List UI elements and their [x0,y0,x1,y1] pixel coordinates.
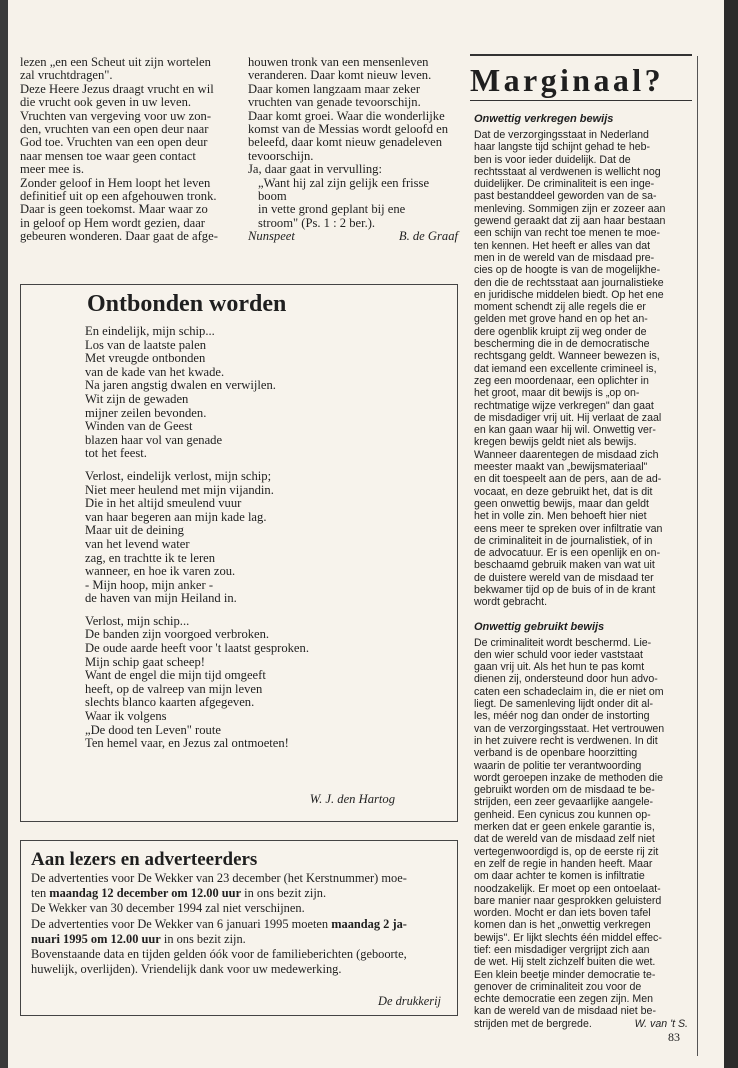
poem-line: van de kade van het kwade. [85,364,225,379]
text-line: wordt gebracht. [474,596,548,609]
text-line: bekwamer tijd op de buis of in de krant [474,583,656,596]
scan-edge-left [0,0,8,1068]
text-line: zeg een moordenaar, een oplichter in [474,374,649,387]
text-line: gaan vrij uit. Als het hun te pas komt [474,661,645,674]
marginaal-text-1 [474,129,692,609]
poem-line: Wit zijn de gewaden [85,391,189,406]
poem-box [20,284,458,822]
poem-line: Los van de laatste palen [85,337,206,352]
notice-line: Bovenstaande data en tijden gelden óók voor de familieberichten (geboorte, [31,947,407,962]
text-line: Vruchten van vergeving voor uw zon- [20,108,212,123]
quote-line: boom [258,189,287,204]
text-line: God toe. Vruchten van een open deur [20,135,208,150]
quote-line: stroom" (Ps. 1 : 2 ber.). [258,215,376,230]
text-line: in geloof op Hem wordt gezien, daar [20,215,205,230]
marginaal-title: Marginaal? [470,61,664,98]
notice-line: nuari 1995 om 12.00 uur in ons bezit zijn. [31,931,246,946]
text-line: liegt. De samenleving lijdt onder dit al- [474,698,654,711]
marginaal-author: W. van 't S. [634,1017,688,1030]
poem-line: blazen haar vol van genade [85,432,223,447]
notice-box [20,840,458,1016]
text-line: Deze Heere Jezus draagt vrucht en wil [20,81,214,96]
text-line: houwen tronk van een mensenleven [248,55,429,69]
text-line: echte democratie een zegen zijn. Men [474,993,654,1006]
text-line: rechtsgang geldt. Wanneer bewezen is, [474,350,660,363]
text-line: gewend geraakt dat zij aan haar bestaan [474,215,666,228]
poem-line: mijner zeilen bevonden. [85,405,207,420]
text-line: genheid. Een cynicus zou kunnen op- [474,808,651,821]
text-line: moment schendt zij alle regels die er [474,301,646,314]
poem-line: „De dood ten Leven" route [85,722,221,737]
text-line: bescherming die in de democratische [474,338,650,351]
text-line: verband is de openbare hoorzitting [474,747,638,760]
text-line: dere ogenblik kruipt zij weg onder de [474,325,647,338]
text-line: strijden, een zeer gevaarlijke aangele- [474,796,654,809]
text-line: Daar komt groei. Waar die wonderlijke [248,108,445,123]
poem-author: W. J. den Hartog [309,792,395,806]
notice-line: De advertenties voor De Wekker van 23 december (het Kerstnummer) moe- [31,871,407,885]
text-line: gebruikt worden om de misdaad te be- [474,784,655,797]
poem-line: Verlost, mijn schip... [85,613,190,628]
text-line: duidelijker. De criminaliteit is een inge- [474,178,655,191]
text-line: den, vruchten van een open deur naar [20,122,209,137]
marginaal-subheading-1: Onwettig verkregen bewijs [474,113,614,125]
poem-line: En eindelijk, mijn schip... [85,324,215,338]
text-line: vertegenwoordigd is, op de eerste rij zit [474,845,659,858]
poem-line: van haar begeren aan mijn kade lag. [85,509,267,524]
marginaal-ending [474,1018,692,1030]
quote-line: „Want hij zal zijn gelijk een frisse [258,175,430,190]
poem-line: Die in het altijd smeulend vuur [85,496,242,511]
text-line: cies op de hoogte is van de mogelijkhe- [474,264,661,277]
text-line: Daar is geen toekomst. Maar waar zo [20,202,208,217]
poem-stanza-1 [85,325,445,461]
text-line: komen dan is het „onwettig verkregen [474,919,651,932]
text-line: en dit toespeelt aan de pers, aan de ad- [474,473,662,486]
text-line: Dat de verzorgingsstaat in Nederland [474,129,649,141]
poem-body [85,325,445,760]
poem-line: Waar ik volgens [85,709,167,724]
poem-line: De oude aarde heeft voor 't laatst gesproken. [85,641,309,656]
text-line: kregen bewijs geldt niet als bewijs. [474,436,637,449]
text-line: en juridische middelen biedt. Op het ene [474,288,664,301]
text-line: gelden met grove hand en op het an- [474,313,648,326]
text-line: ten kennen. Het heeft er alles van dat [474,239,651,252]
text-line: den die de rechtsstaat aan journalistieke [474,276,664,289]
text-line: past bestanddeel geworden van de sa- [474,190,657,203]
signature-author: B. de Graaf [398,229,458,244]
text-line: een schijn van recht toe menen te moe- [474,227,661,240]
poem-line: de haven van mijn Heiland in. [85,591,237,606]
text-line: Een klein beetje minder democratie te- [474,968,656,981]
text-line: Ja, daar gaat in vervulling: [248,162,382,177]
poem-line: van het levend water [85,536,190,551]
text-line: gebeuren wonderen. Daar gaat de afge- [20,229,218,244]
text-line: De criminaliteit wordt beschermd. Lie- [474,636,652,649]
notice-signature: De drukkerij [378,994,441,1008]
text-line: naar mensen toe waar geen contact [20,148,196,163]
poem-line: Na jaren angstig dwalen en verwijlen. [85,378,276,393]
text-line: menleving. Sommigen zijn er zozeer aan [474,202,666,215]
text-line: komst van de Messias wordt geloofd en [248,122,449,137]
notice-line: De advertenties voor De Wekker van 6 januari 1995 moeten maandag 2 ja- [31,916,407,931]
text-line: caten een schadeclaim in, die er niet om [474,685,664,698]
article-column-1 [20,56,230,244]
text-line: de wet. Hij stelt zichzelf buiten die wet. [474,956,656,969]
notice-body [31,871,451,977]
poem-line: zag, en trachtte ik te leren [85,550,216,565]
text-line: meester maakt van „bewijsmateriaal" [474,461,648,474]
text-line: de advocatuur. Er is een openlijk en on- [474,547,661,560]
signature-place: Nunspeet [248,229,295,244]
poem-line: slechts blanco kaarten afgegeven. [85,695,255,710]
marginaal-last-line: strijden met de bergrede. [474,1017,592,1030]
marginaal-text-2 [474,637,692,1018]
text-line: merken dat er geen enkele garantie is, [474,821,655,834]
text-line: van de verzorgingsstaat. Het vertrouwen [474,722,665,735]
text-line: zal vruchtdragen". [20,68,113,83]
text-line: haar langste tijd schijnt gehad te heb- [474,141,651,154]
text-line: beschaamd gebruik maken van wat uit [474,559,655,572]
text-line: noodzakelijk. Er moet op een ontoelaat- [474,882,661,895]
notice-deadline-2b: nuari 1995 om 12.00 uur [31,931,161,946]
text-line: Daar komen langzaam maar zeker [248,81,421,96]
notice-title: Aan lezers en adverteerders [31,849,258,870]
poem-stanza-3 [85,615,445,751]
notice-deadline-1: maandag 12 december om 12.00 uur [49,886,242,901]
text-line: en kan gaan waar hij wil. Onwettig ver- [474,424,656,437]
text-line: bewijs". Er lijkt slechts één middel effec- [474,931,662,944]
marginaal-column [470,48,692,1030]
article-column-2 [248,56,458,244]
article-signature [248,230,458,243]
text-line: den wier schuld voor ieder vaststaat [474,648,643,661]
text-line: het groot, maar dit bewijs is „op on- [474,387,640,400]
notice-line: huwelijk, overlijden). Vriendelijk dank voor uw medewerking. [31,962,342,977]
text-line: Zonder geloof in Hem loopt het leven [20,175,211,190]
poem-line: wanneer, en hoe ik varen zou. [85,564,236,579]
poem-line: Mijn schip gaat scheep! [85,654,205,669]
poem-line: De banden zijn voorgoed verbroken. [85,627,270,642]
text-line: de criminaliteit in de journalistiek, of in [474,534,653,547]
text-line: beleefd, daar komt nieuw genadeleven [248,135,443,150]
text-line: kan de wereld van de misdaad niet be- [474,1005,656,1018]
text-line: in het zuivere recht is verdwenen. In dit [474,734,658,747]
text-line: om daar achter te komen is infiltratie [474,870,645,883]
marginaal-rule-top [470,54,692,56]
text-line: meer mee is. [20,162,84,177]
text-line: tevoorschijn. [248,148,314,163]
poem-line: - Mijn hoop, mijn anker - [85,577,214,592]
text-line: men in de wereld van de misdaad pre- [474,251,655,264]
marginaal-rule [470,100,692,102]
notice-line: ten maandag 12 december om 12.00 uur in ons bezit zijn. [31,886,327,901]
text-line: waarin de politie ter verantwoording [474,759,642,772]
text-line: worden. Mocht er dan iets boven tafel [474,907,651,920]
text-line: bare manier naar gesprokken geluisterd [474,894,662,907]
text-line: wordt geroepen inzake de methoden die [474,771,664,784]
notice-line: De Wekker van 30 december 1994 zal niet verschijnen. [31,901,305,916]
text-line: geen onwettig bewijs, maar dan geldt [474,497,649,510]
page-number: 83 [668,1030,680,1044]
marginaal-subheading-2: Onwettig gebruikt bewijs [474,620,605,633]
poem-line: heeft, op de valreep van mijn leven [85,681,263,696]
text-line: de misdadiger vrij uit. Hij verlaat de zaal [474,411,662,424]
quote-line: in vette grond geplant bij ene [258,202,406,217]
text-line: genover de criminaliteit zou voor de [474,980,642,993]
text-line: dat iemand een excellente crimineel is, [474,362,657,375]
poem-line: Verlost, eindelijk verlost, mijn schip; [85,468,272,483]
poem-line: Ten hemel vaar, en Jezus zal ontmoeten! [85,736,289,751]
text-line: het in volle zin. Men behoeft hier niet [474,510,647,523]
text-line: lezen „en een Scheut uit zijn wortelen [20,55,211,69]
text-line: vruchten van genade tevoorschijn. [248,95,421,110]
column-divider [697,56,698,1056]
text-line: rechtmatige wijze verkregen" dan gaat [474,399,654,412]
text-line: dat de wereld van de misdaad zelf niet [474,833,655,846]
text-line: rechtsstaat al verdwenen is wellicht nog [474,165,661,178]
scan-edge-right [724,0,738,1068]
poem-line: Winden van de Geest [85,419,193,434]
poem-line: Want de engel die mijn tijd omgeeft [85,668,266,683]
text-line: eens meer te spreken over infiltratie van [474,522,663,535]
poem-title: Ontbonden worden [87,291,287,317]
text-line: de duistere wereld van de misdaad ter [474,571,654,584]
poem-line: tot het feest. [85,446,147,461]
poem-line: Met vreugde ontbonden [85,351,206,366]
text-line: en zelf de regie in handen heeft. Maar [474,857,653,870]
text-line: definitief uit op een afgehouwen tronk. [20,189,217,204]
text-line: ben is voor ieder duidelijk. Dat de [474,153,631,166]
poem-line: Maar uit de deining [85,523,184,538]
text-line: die vrucht ook geven in uw leven. [20,95,192,110]
poem-stanza-2 [85,470,445,606]
text-line: Wanneer daarentegen de misdaad zich [474,448,659,461]
text-line: vocaat, en deze gebruikt het, dat is dit [474,485,653,498]
text-line: veranderen. Daar komt nieuw leven. [248,68,432,83]
text-line: dienen zij, ondersteund door hun advo- [474,673,658,686]
poem-line: Niet meer heulend met mijn vijandin. [85,482,274,497]
notice-deadline-2a: maandag 2 ja- [331,916,407,931]
text-line: tief: een misdadiger vergrijpt zich aan [474,944,650,956]
text-line: les, méér nog dan onder de instorting [474,710,650,723]
